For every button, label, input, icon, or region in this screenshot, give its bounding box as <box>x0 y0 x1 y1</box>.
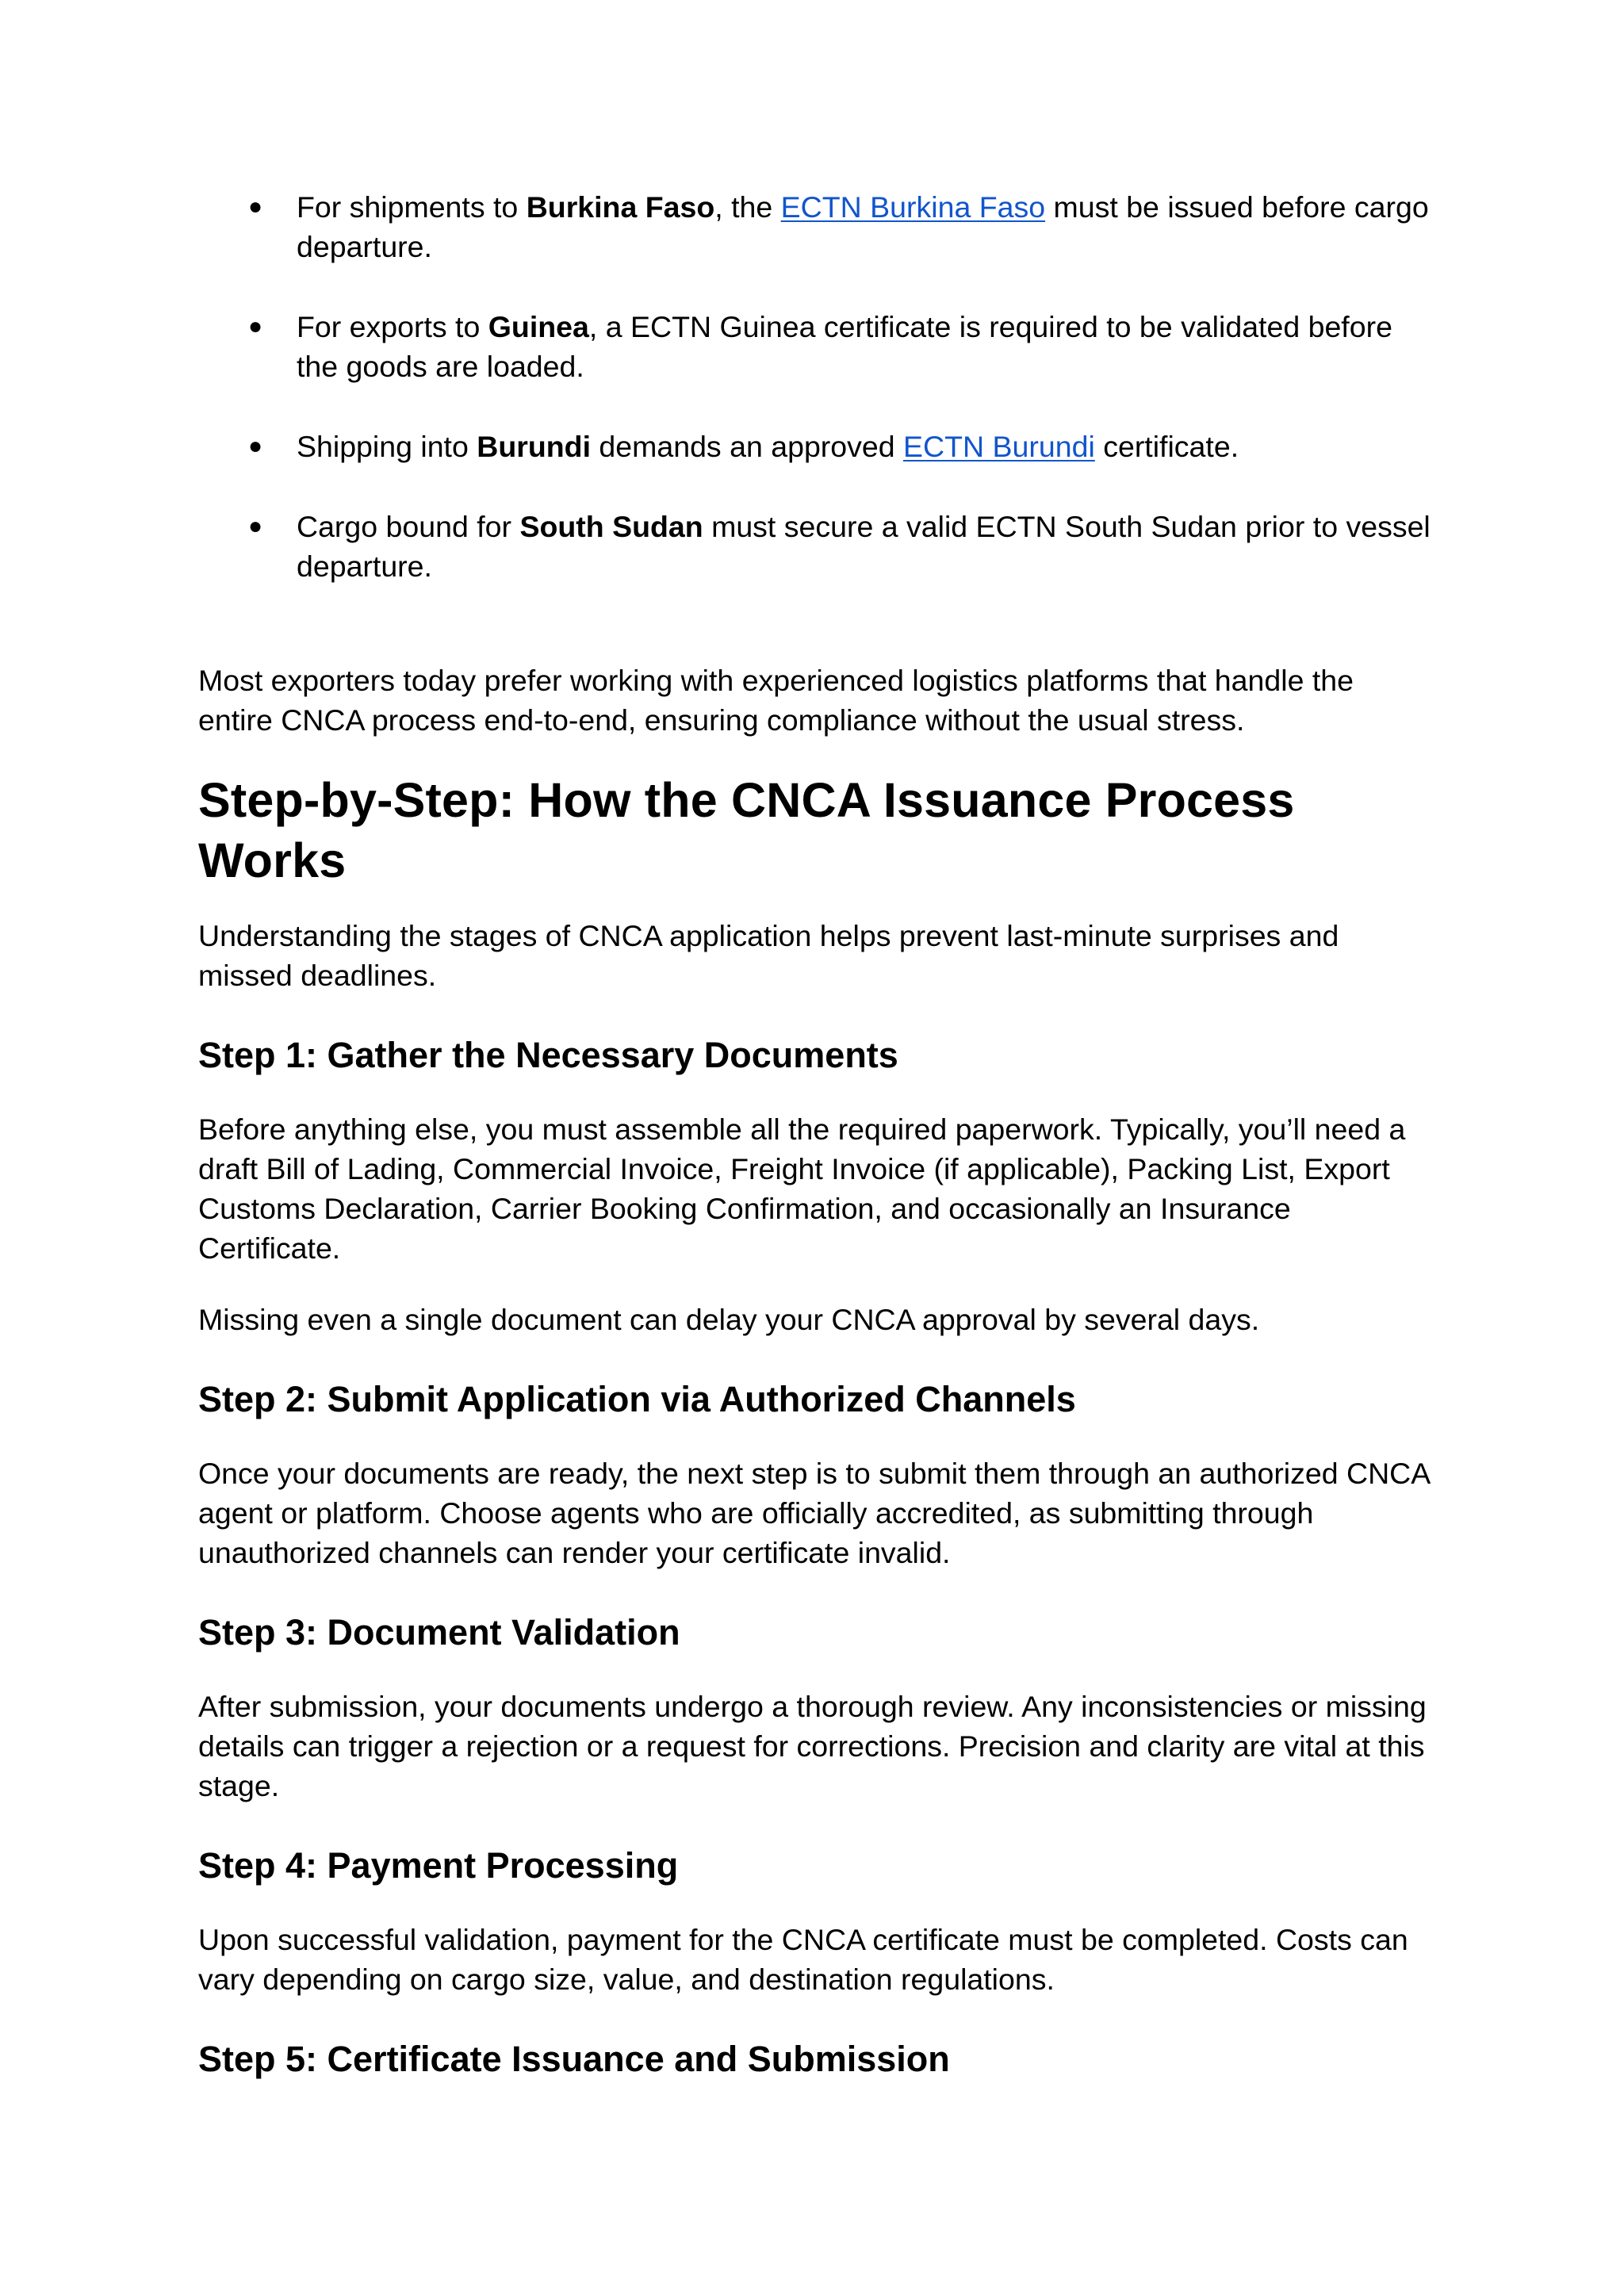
ectn-burundi-link[interactable]: ECTN Burundi <box>903 430 1095 463</box>
list-item-text: must secure a valid ECTN South Sudan prior to vessel departure. <box>297 510 1431 583</box>
list-item <box>198 507 1435 586</box>
bullet-dot-icon: ● <box>248 313 263 339</box>
ectn-burkina-faso-link[interactable]: ECTN Burkina Faso <box>780 190 1046 224</box>
step-2-paragraph: Once your documents are ready, the next step is to submit them through an authorized CNCA agent or platform. Choose agents who are officially accredited, as submitting through unauthorized channels can render your certificate invalid. <box>198 1457 1430 1569</box>
list-item-text: certificate. <box>1094 430 1239 463</box>
list-item-text: must be issued before cargo departure. <box>297 190 1429 263</box>
step-2-heading: Step 2: Submit Application via Authorized Channels <box>198 1379 1076 1419</box>
country-name: South Sudan <box>519 510 703 543</box>
section-title: Step-by-Step: How the CNCA Issuance Process Works <box>198 773 1295 887</box>
step-1-heading: Step 1: Gather the Necessary Documents <box>198 1035 898 1075</box>
section-intro-paragraph: Understanding the stages of CNCA application helps prevent last-minute surprises and missed deadlines. <box>198 919 1339 992</box>
document-page <box>198 187 1435 2081</box>
list-item-text: For exports to <box>297 310 488 343</box>
destination-list <box>198 187 1435 586</box>
list-item-text: , a ECTN Guinea certificate is required to be validated before the goods are loaded. <box>297 310 1392 383</box>
step-3-heading: Step 3: Document Validation <box>198 1612 680 1653</box>
list-item-text: , the <box>714 190 781 224</box>
list-item <box>198 187 1435 266</box>
country-name: Burkina Faso <box>526 190 715 224</box>
list-item <box>198 307 1435 386</box>
list-item <box>198 427 1435 466</box>
step-1-paragraph: Before anything else, you must assemble all the required paperwork. Typically, you’ll need a draft Bill of Lading, Commercial Invoice, Freight Invoice (if applicable), Packing List, Export Customs Declaration, Carrier Booking Confirmation, and occasionally an Insurance Certificate. <box>198 1113 1406 1265</box>
step-4-paragraph: Upon successful validation, payment for the CNCA certificate must be completed. Costs can vary depending on cargo size, value, and destination regulations. <box>198 1923 1408 1996</box>
step-4-heading: Step 4: Payment Processing <box>198 1845 679 1886</box>
bullet-dot-icon: ● <box>248 433 263 459</box>
country-name: Burundi <box>477 430 591 463</box>
list-item-text: Shipping into <box>297 430 477 463</box>
step-5-heading: Step 5: Certificate Issuance and Submission <box>198 2039 950 2079</box>
list-item-text: demands an approved <box>591 430 904 463</box>
list-item-text: Cargo bound for <box>297 510 520 543</box>
bullet-dot-icon: ● <box>248 193 263 220</box>
intro-paragraph: Most exporters today prefer working with experienced logistics platforms that handle the entire CNCA process end-to-end, ensuring compliance without the usual stress. <box>198 664 1354 737</box>
step-3-paragraph: After submission, your documents undergo a thorough review. Any inconsistencies or missing details can trigger a rejection or a request for corrections. Precision and clarity are vital at this stage. <box>198 1690 1427 1802</box>
step-1-note: Missing even a single document can delay your CNCA approval by several days. <box>198 1303 1260 1336</box>
list-item-text: For shipments to <box>297 190 527 224</box>
bullet-dot-icon: ● <box>248 513 263 539</box>
country-name: Guinea <box>488 310 589 343</box>
